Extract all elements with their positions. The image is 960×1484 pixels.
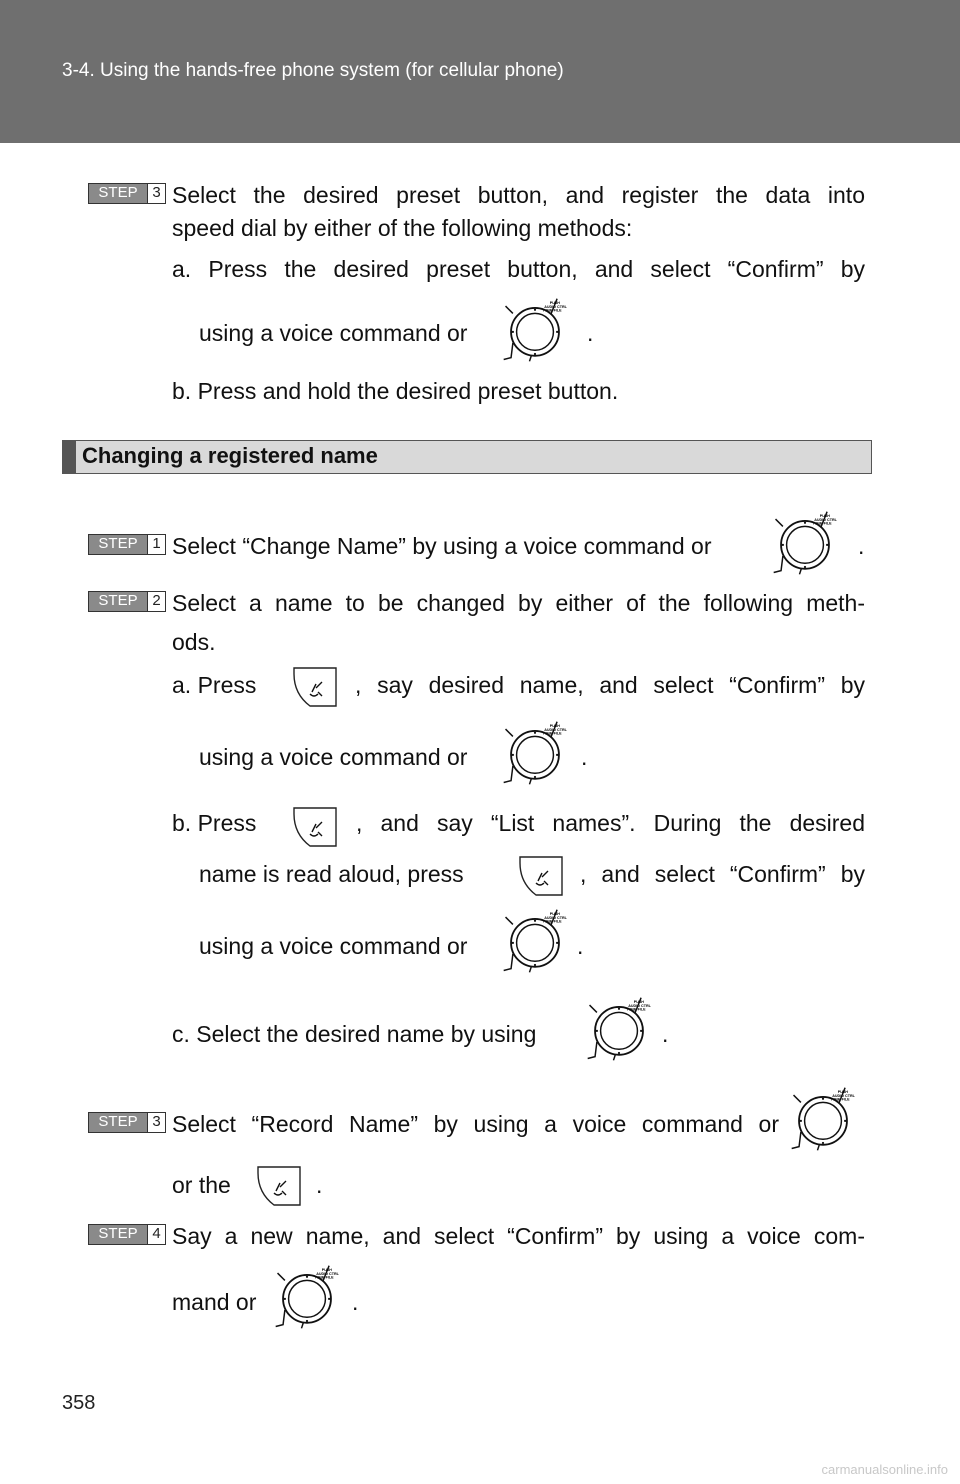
period: . bbox=[577, 933, 584, 959]
option-b-line-2-end: , and select “Confirm” by bbox=[580, 861, 865, 887]
header-title: 3-4. Using the hands-free phone system (for cellular phone) bbox=[62, 60, 564, 81]
step-badge-3 bbox=[88, 1112, 166, 1133]
option-b-line-2-start: name is read aloud, press bbox=[199, 861, 464, 887]
change-step-3-line-2: or the bbox=[172, 1172, 231, 1198]
step-label: STEP bbox=[89, 1225, 147, 1244]
step-number: 1 bbox=[147, 535, 165, 554]
talk-switch-icon bbox=[516, 853, 566, 899]
tune-file-knob-icon bbox=[788, 1084, 858, 1154]
step-badge-1 bbox=[88, 534, 166, 555]
intro-line-1: Select the desired preset button, and register the data into bbox=[172, 182, 865, 208]
period: . bbox=[587, 320, 594, 346]
step-label: STEP bbox=[89, 184, 147, 203]
change-step-4-line-2: mand or bbox=[172, 1289, 257, 1315]
change-step-4-line-1: Say a new name, and select “Confirm” by using a voice com- bbox=[172, 1223, 865, 1249]
section-heading-bar bbox=[62, 440, 872, 474]
page-number: 358 bbox=[62, 1392, 96, 1414]
period: . bbox=[662, 1021, 669, 1047]
site-watermark[interactable]: carmanualsonline.info bbox=[821, 1462, 948, 1477]
tune-file-knob-icon bbox=[500, 295, 570, 365]
step-number: 4 bbox=[147, 1225, 165, 1244]
option-c: c. Select the desired name by using bbox=[172, 1021, 537, 1047]
page-header bbox=[0, 0, 960, 143]
intro-option-a-line-1: a. Press the desired preset button, and select “Confirm” by bbox=[172, 256, 865, 282]
change-step-2-line-2: ods. bbox=[172, 629, 216, 655]
step-number: 3 bbox=[147, 1113, 165, 1132]
tune-file-knob-icon bbox=[584, 994, 654, 1064]
tune-file-knob-icon bbox=[272, 1262, 342, 1332]
tune-file-knob-icon bbox=[770, 508, 840, 578]
step-badge-3 bbox=[88, 183, 166, 204]
option-a-line-2: using a voice command or bbox=[199, 744, 468, 770]
period: . bbox=[316, 1172, 323, 1198]
tune-file-knob-icon bbox=[500, 718, 570, 788]
section-title: Changing a registered name bbox=[82, 443, 378, 468]
change-step-3-line-1: Select “Record Name” by using a voice command or bbox=[172, 1111, 779, 1137]
period: . bbox=[352, 1289, 359, 1315]
talk-switch-icon bbox=[254, 1163, 304, 1209]
change-step-2-line-1: Select a name to be changed by either of the following meth- bbox=[172, 590, 865, 616]
intro-option-a-line-2: using a voice command or bbox=[199, 320, 468, 346]
step-label: STEP bbox=[89, 535, 147, 554]
option-b-press: b. Press bbox=[172, 810, 257, 836]
step-number: 2 bbox=[147, 592, 165, 611]
option-b-rest: , and say “List names”. During the desired bbox=[356, 810, 865, 836]
step-number: 3 bbox=[147, 184, 165, 203]
tune-file-knob-icon bbox=[500, 906, 570, 976]
period: . bbox=[581, 744, 588, 770]
option-a-press: a. Press bbox=[172, 672, 257, 698]
step-badge-2 bbox=[88, 591, 166, 612]
step-label: STEP bbox=[89, 592, 147, 611]
option-a-rest: , say desired name, and select “Confirm” by bbox=[355, 672, 865, 698]
talk-switch-icon bbox=[290, 804, 340, 850]
option-b-line-3: using a voice command or bbox=[199, 933, 468, 959]
step-label: STEP bbox=[89, 1113, 147, 1132]
intro-line-2: speed dial by either of the following methods: bbox=[172, 215, 633, 241]
intro-option-b: b. Press and hold the desired preset button. bbox=[172, 378, 619, 404]
step-badge-4 bbox=[88, 1224, 166, 1245]
talk-switch-icon bbox=[290, 664, 340, 710]
change-step-1: Select “Change Name” by using a voice command or bbox=[172, 533, 712, 559]
period: . bbox=[858, 533, 865, 559]
